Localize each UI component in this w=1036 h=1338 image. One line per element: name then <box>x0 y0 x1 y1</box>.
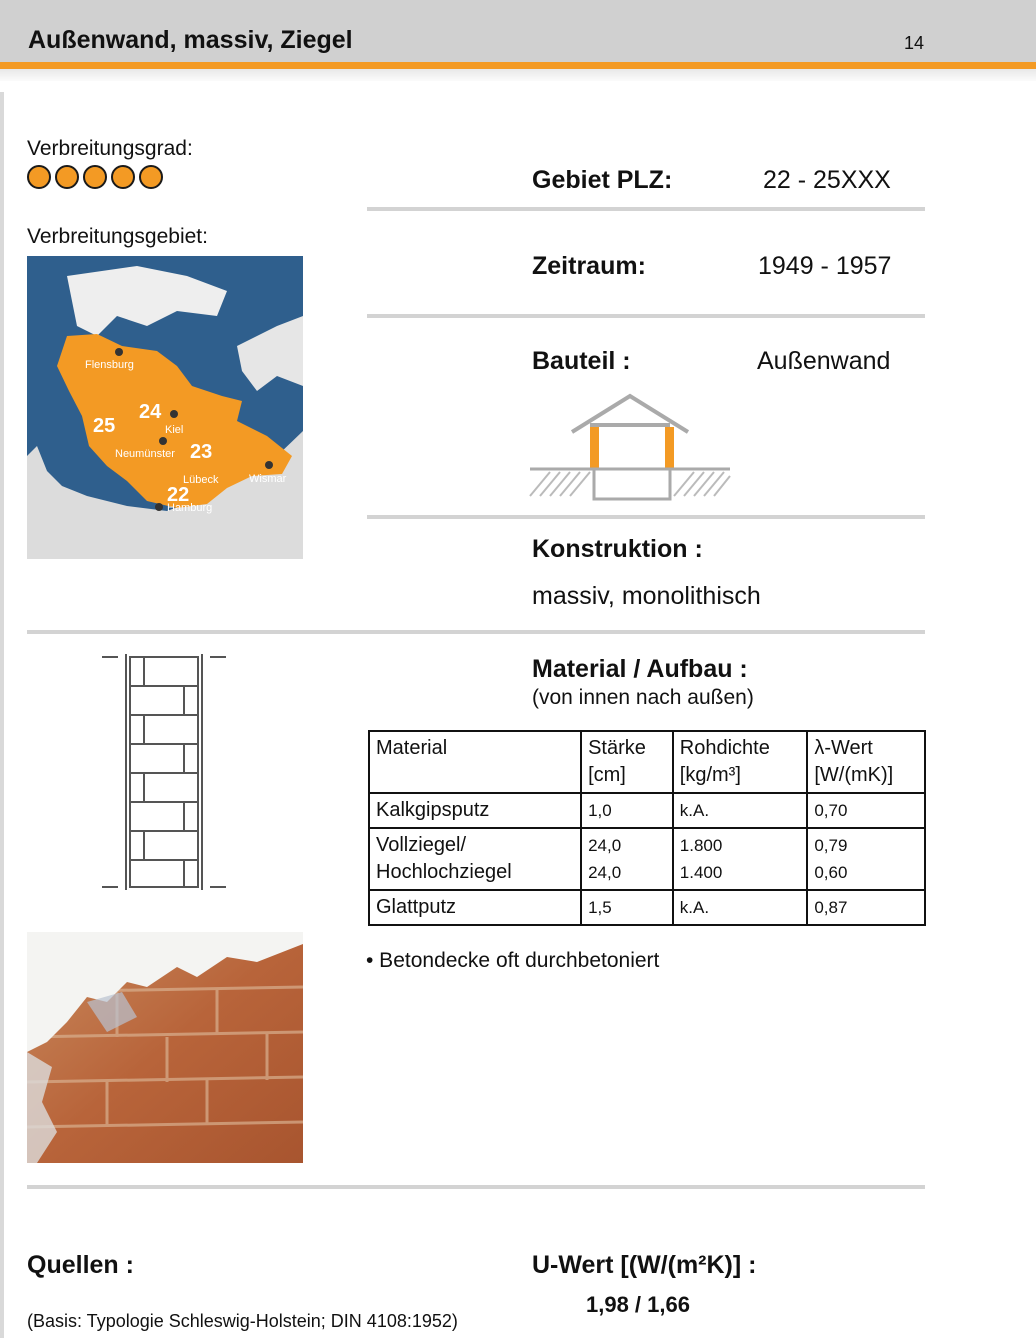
table-cell: Glattputz <box>369 890 581 925</box>
divider <box>27 630 925 634</box>
brick-joints <box>130 657 198 887</box>
page-title: Außenwand, massiv, Ziegel <box>28 26 353 54</box>
distribution-degree-label: Verbreitungsgrad: <box>27 137 193 160</box>
period-label: Zeitraum: <box>532 252 646 280</box>
map-label-zone23: 23 <box>190 441 213 463</box>
distribution-rating <box>27 165 163 189</box>
header-accent-bar <box>0 62 1036 69</box>
rating-dot <box>83 165 107 189</box>
table-cell: 0,70 <box>807 793 925 828</box>
map-label-zone24: 24 <box>139 401 162 423</box>
plz-value: 22 - 25XXX <box>763 166 891 194</box>
wall-left-highlight <box>590 427 599 469</box>
map-label-hamburg: Hamburg <box>167 502 213 514</box>
table-row <box>369 793 925 828</box>
left-margin-rule <box>0 92 4 1338</box>
map-label-luebeck: Lübeck <box>183 474 219 486</box>
part-value: Außenwand <box>757 347 891 375</box>
wall-photo <box>27 932 303 1163</box>
table-header-cell: Stärke [cm] <box>581 731 673 793</box>
table-cell: 1,5 <box>581 890 673 925</box>
house-section-icon <box>528 392 732 504</box>
table-row <box>369 828 925 890</box>
table-cell: k.A. <box>673 793 808 828</box>
basement <box>594 469 670 499</box>
table-cell: 24,0 24,0 <box>581 828 673 890</box>
table-cell: 1,0 <box>581 793 673 828</box>
material-note: • Betondecke oft durchbetoniert <box>366 949 660 972</box>
sources-value: (Basis: Typologie Schleswig-Holstein; DIN 4108:1952) <box>27 1311 458 1331</box>
map-label-kiel: Kiel <box>165 424 184 436</box>
rating-dot <box>111 165 135 189</box>
map-label-zone25: 25 <box>93 415 116 437</box>
period-value: 1949 - 1957 <box>758 252 892 280</box>
table-cell: Vollziegel/ Hochlochziegel <box>369 828 581 890</box>
table-header-cell: Material <box>369 731 581 793</box>
page-number: 14 <box>904 33 925 53</box>
sources-label: Quellen : <box>27 1251 134 1279</box>
table-header-row <box>369 731 925 793</box>
table-cell: Kalkgipsputz <box>369 793 581 828</box>
table-header-cell: λ-Wert [W/(mK)] <box>807 731 925 793</box>
material-subheading: (von innen nach außen) <box>532 686 754 709</box>
map-city-dot <box>265 461 273 469</box>
u-value-label: U-Wert [(W/(m²K)] : <box>532 1251 757 1279</box>
map-label-flensburg: Flensburg <box>85 359 134 371</box>
distribution-map <box>27 256 303 559</box>
plz-label: Gebiet PLZ: <box>532 166 673 194</box>
material-table <box>368 730 926 926</box>
table-cell: k.A. <box>673 890 808 925</box>
material-heading: Material / Aufbau : <box>532 655 748 683</box>
rating-dot <box>27 165 51 189</box>
table-header-cell: Rohdichte [kg/m³] <box>673 731 808 793</box>
u-value: 1,98 / 1,66 <box>586 1292 690 1317</box>
header-shadow <box>0 69 1036 81</box>
distribution-area-label: Verbreitungsgebiet: <box>27 225 208 248</box>
construction-value: massiv, monolithisch <box>532 582 761 610</box>
map-city-dot <box>159 437 167 445</box>
map-label-zone22: 22 <box>167 484 190 506</box>
map-label-wismar: Wismar <box>249 473 287 485</box>
rating-dot <box>139 165 163 189</box>
ground-hatch <box>530 472 730 496</box>
map-label-neumuenster: Neumünster <box>115 448 175 460</box>
table-row <box>369 890 925 925</box>
divider <box>27 1185 925 1189</box>
map-city-dot <box>170 410 178 418</box>
part-label: Bauteil : <box>532 347 631 375</box>
divider <box>367 207 925 211</box>
rating-dot <box>55 165 79 189</box>
divider <box>367 515 925 519</box>
table-cell: 1.800 1.400 <box>673 828 808 890</box>
map-city-dot <box>155 503 163 511</box>
table-cell: 0,79 0,60 <box>807 828 925 890</box>
wall-right-highlight <box>665 427 674 469</box>
map-city-dot <box>115 348 123 356</box>
wall-section-icon <box>100 654 228 890</box>
divider <box>367 314 925 318</box>
construction-label: Konstruktion : <box>532 535 703 563</box>
table-cell: 0,87 <box>807 890 925 925</box>
